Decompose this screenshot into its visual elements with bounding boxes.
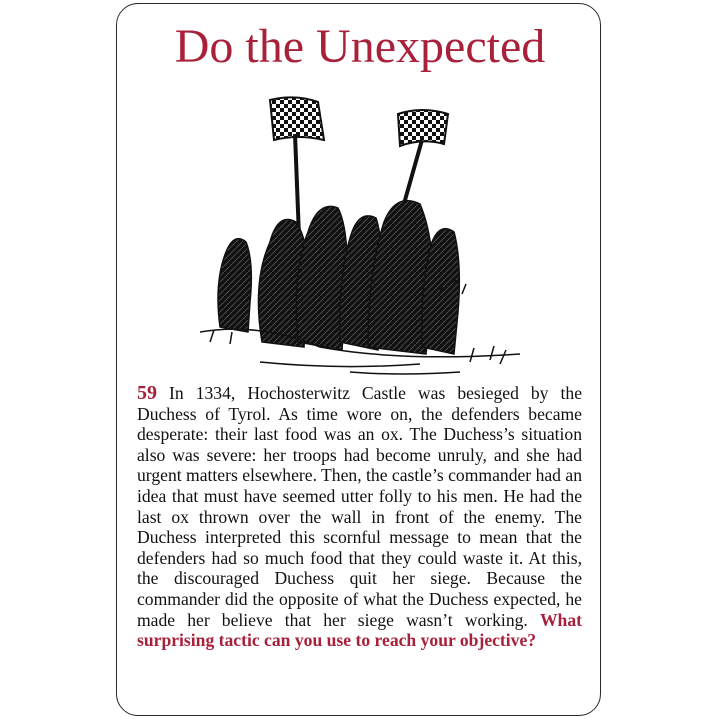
card-body	[137, 383, 582, 651]
soldier-silhouettes	[218, 201, 459, 354]
card-title: Do the Unexpected	[174, 20, 546, 73]
card-question: What surprising tactic can you use to reach your objective?	[137, 609, 582, 651]
soldiers-banner-illustration	[200, 92, 520, 377]
card-story: In 1334, Hochosterwitz Castle was besieged by the Duchess of Tyrol. As time wore on, the defenders became desperate: their last food was an ox. The Duchess’s situation also was severe: her troops had become unruly, and she had urgent matters elsewhere. Then, the castle’s commander had an idea that must have seemed utter folly to his men. He had the last ox thrown over the wall in front of the enemy. The Duchess interpreted this scornful message to mean that the defenders had so much food that they could waste it. At this, the discouraged Duchess quit her siege. Because the commander did the opposite of what the Duchess expected, he made her believe that her siege wasn’t working.	[137, 383, 582, 630]
card-number: 59	[137, 382, 157, 404]
